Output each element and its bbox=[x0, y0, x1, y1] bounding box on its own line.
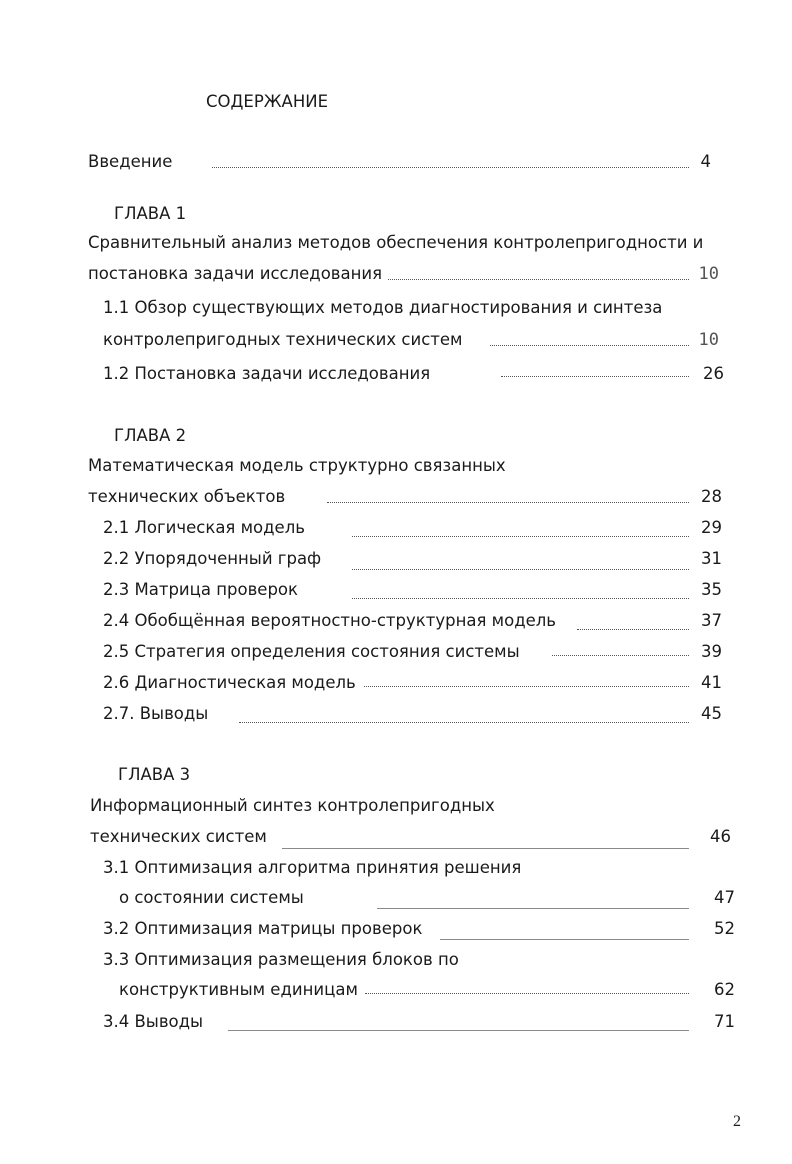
section-2-1-page: 29 bbox=[701, 518, 722, 537]
section-2-4-label: 2.4 Обобщённая вероятностно-структурная модель bbox=[103, 611, 557, 630]
page-number: 2 bbox=[733, 1113, 741, 1130]
section-2-2-page: 31 bbox=[701, 549, 722, 568]
section-3-1-line2: о состоянии системы bbox=[119, 888, 304, 907]
toc-leader bbox=[239, 722, 689, 723]
section-2-6-label: 2.6 Диагностическая модель bbox=[103, 673, 356, 692]
toc-leader bbox=[327, 502, 689, 503]
chapter1-title-line2: постановка задачи исследования bbox=[88, 264, 383, 283]
toc-leader bbox=[552, 655, 689, 656]
section-2-5-label: 2.5 Стратегия определения состояния системы bbox=[103, 642, 520, 661]
section-2-6-page: 41 bbox=[701, 673, 722, 692]
chapter3-title-line1: Информационный синтез контролепригодных bbox=[90, 796, 495, 815]
section-2-4-page: 37 bbox=[701, 611, 722, 630]
toc-leader bbox=[352, 569, 689, 570]
section-3-3-page: 62 bbox=[714, 980, 735, 999]
section-2-7-page: 45 bbox=[701, 704, 722, 723]
chapter2-heading: ГЛАВА 2 bbox=[114, 426, 187, 445]
chapter2-page: 28 bbox=[701, 487, 722, 506]
chapter1-title-line1: Сравнительный анализ методов обеспечения контролепригодности и bbox=[88, 233, 704, 252]
section-2-2-label: 2.2 Упорядоченный граф bbox=[103, 549, 322, 568]
chapter2-title-line1: Математическая модель структурно связанных bbox=[88, 456, 506, 475]
toc-leader bbox=[352, 598, 689, 599]
section-1-1-line1: 1.1 Обзор существующих методов диагностирования и синтеза bbox=[103, 298, 663, 317]
section-3-2-page: 52 bbox=[714, 919, 735, 938]
section-3-1-line1: 3.1 Оптимизация алгоритма принятия решения bbox=[103, 858, 522, 877]
chapter1-heading: ГЛАВА 1 bbox=[114, 204, 187, 223]
section-3-3-line1: 3.3 Оптимизация размещения блоков по bbox=[103, 950, 459, 969]
toc-leader bbox=[282, 848, 689, 849]
toc-intro-label: Введение bbox=[88, 152, 173, 171]
chapter3-title-line2: технических систем bbox=[90, 827, 267, 846]
chapter1-page: 10 bbox=[698, 264, 719, 284]
section-1-1-page: 10 bbox=[698, 330, 719, 350]
section-3-4-page: 71 bbox=[714, 1012, 735, 1031]
section-2-5-page: 39 bbox=[701, 642, 722, 661]
section-3-1-page: 47 bbox=[714, 888, 735, 907]
section-2-3-page: 35 bbox=[701, 580, 722, 599]
toc-leader bbox=[388, 279, 689, 280]
chapter3-page: 46 bbox=[710, 827, 731, 846]
toc-title: СОДЕРЖАНИЕ bbox=[206, 92, 329, 111]
toc-leader bbox=[577, 629, 689, 630]
section-1-2-label: 1.2 Постановка задачи исследования bbox=[103, 364, 431, 383]
section-2-3-label: 2.3 Матрица проверок bbox=[103, 580, 298, 599]
toc-leader bbox=[364, 686, 689, 687]
section-1-1-line2: контролепригодных технических систем bbox=[103, 330, 463, 349]
toc-leader bbox=[490, 345, 689, 346]
chapter3-heading: ГЛАВА 3 bbox=[118, 765, 191, 784]
toc-leader bbox=[352, 536, 689, 537]
toc-leader bbox=[228, 1030, 689, 1031]
toc-leader bbox=[365, 993, 689, 994]
chapter2-title-line2: технических объектов bbox=[88, 487, 286, 506]
section-3-3-line2: конструктивным единицам bbox=[119, 980, 358, 999]
toc-leader bbox=[377, 908, 689, 909]
section-1-2-page: 26 bbox=[703, 364, 724, 383]
section-2-7-label: 2.7. Выводы bbox=[103, 704, 209, 723]
section-2-1-label: 2.1 Логическая модель bbox=[103, 518, 305, 537]
toc-leader bbox=[440, 939, 689, 940]
section-3-4-label: 3.4 Выводы bbox=[103, 1012, 204, 1031]
toc-leader bbox=[501, 376, 689, 377]
section-3-2-label: 3.2 Оптимизация матрицы проверок bbox=[103, 919, 423, 938]
toc-leader bbox=[212, 167, 689, 168]
toc-intro-page: 4 bbox=[700, 152, 711, 171]
